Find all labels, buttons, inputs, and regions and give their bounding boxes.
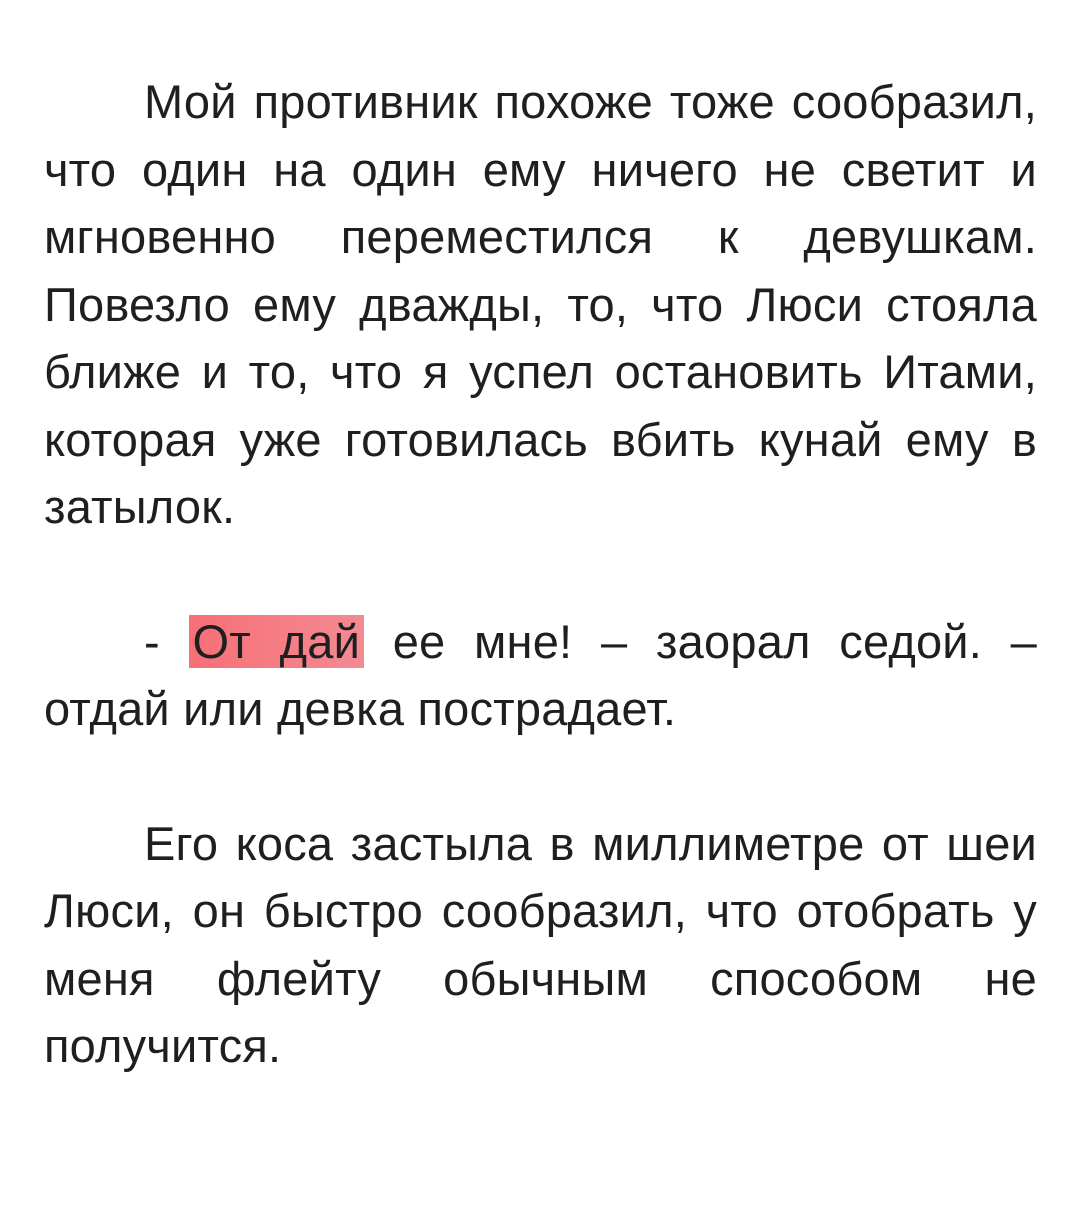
paragraph-text: Его коса застыла в миллиметре от шеи Люси, он быстро сообразил, что отобрать у меня флейту обычным способом не получится. [44,816,1037,1072]
paragraph-text-rest: ее мне! – заорал седой. – отдай или девка пострадает. [44,614,1037,735]
paragraph-3 [44,810,1037,1080]
paragraph-text-lead: - [144,614,189,668]
highlighted-text[interactable]: От дай [189,615,365,668]
reader-page [44,68,1037,1080]
paragraph-text: Мой противник похоже тоже сообразил, что один на один ему ничего не светит и мгновенно переместился к девушкам. Повезло ему дважды, то, что Люси стояла ближе и то, что я успел остановить Итами, которая уже готовилась вбить кунай ему в затылок. [44,75,1037,533]
paragraph-1 [44,68,1037,541]
paragraph-2 [44,608,1037,743]
